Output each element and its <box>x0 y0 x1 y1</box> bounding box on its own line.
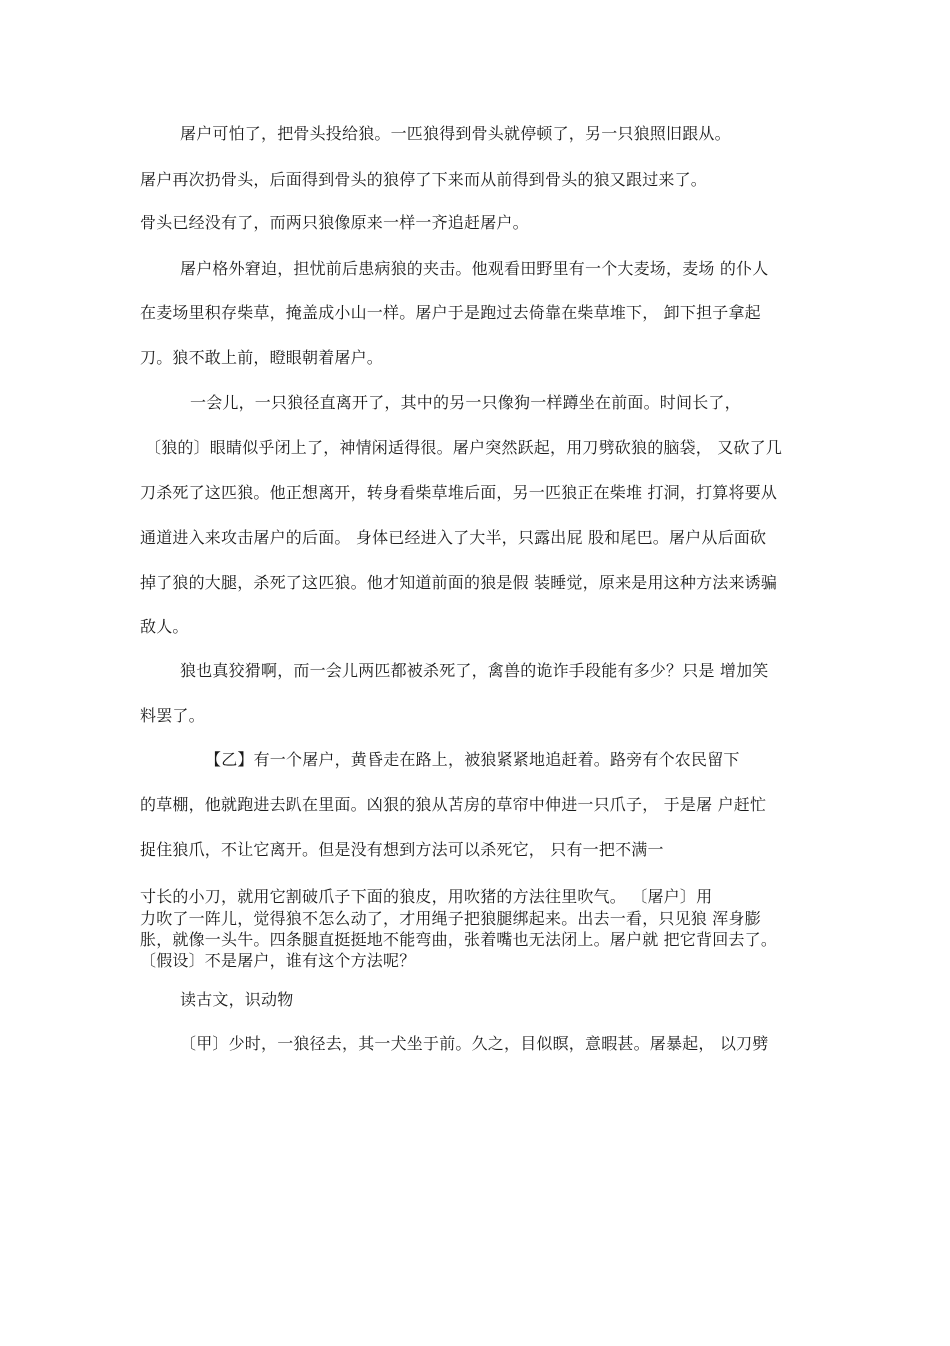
paragraph-line: 〔假设〕不是屠户，谁有这个方法呢？ <box>140 951 416 970</box>
paragraph-line: 屠户可怕了，把骨头投给狼。一匹狼得到骨头就停顿了，另一只狼照旧跟从。 <box>180 124 731 143</box>
paragraph-line: 刀。狼不敢上前，瞪眼朝着屠户。 <box>140 348 384 367</box>
paragraph-line: 料罢了。 <box>140 706 205 725</box>
paragraph-line: 屠户再次扔骨头，后面得到骨头的狼停了下来而从前得到骨头的狼又跟过来了。 <box>140 170 708 189</box>
paragraph-line: 通道进入来攻击屠户的后面。 身体已经进入了大半，只露出屁 股和尾巴。屠户从后面砍 <box>140 528 767 547</box>
paragraph-line: 一会儿，一只狼径直离开了，其中的另一只像狗一样蹲坐在前面。时间长了， <box>190 393 741 412</box>
paragraph-line: 【乙】有一个屠户，黄昏走在路上，被狼紧紧地追赶着。路旁有个农民留下 <box>205 750 740 769</box>
paragraph-line: 狼也真狡猾啊，而一会儿两匹都被杀死了，禽兽的诡诈手段能有多少？只是 增加笑 <box>180 661 769 680</box>
paragraph-line: 掉了狼的大腿，杀死了这匹狼。他才知道前面的狼是假 装睡觉，原来是用这种方法来诱骗 <box>140 573 778 592</box>
paragraph-line: 的草棚，他就跑进去趴在里面。凶狠的狼从苫房的草帘中伸进一只爪子， 于是屠 户赶忙 <box>140 795 767 814</box>
paragraph-line: 〔狼的〕眼睛似乎闭上了，神情闲适得很。屠户突然跃起，用刀劈砍狼的脑袋， 又砍了几 <box>145 438 783 457</box>
paragraph-line: 力吹了一阵儿，觉得狼不怎么动了，才用绳子把狼腿绑起来。出去一看，只见狼 浑身膨 <box>140 909 761 928</box>
paragraph-line: 在麦场里积存柴草，掩盖成小山一样。屠户于是跑过去倚靠在柴草堆下， 卸下担子拿起 <box>140 303 761 322</box>
paragraph-line: 屠户格外窘迫，担忧前后患病狼的夹击。他观看田野里有一个大麦场，麦场 的仆人 <box>180 259 769 278</box>
paragraph-line: 胀，就像一头牛。四条腿直挺挺地不能弯曲，张着嘴也无法闭上。屠户就 把它背回去了。 <box>140 930 778 949</box>
section-heading: 读古文，识动物 <box>180 990 294 1009</box>
paragraph-line: 捉住狼爪，不让它离开。但是没有想到方法可以杀死它， 只有一把不满一 <box>140 840 664 859</box>
paragraph-line: 寸长的小刀，就用它割破爪子下面的狼皮，用吹猪的方法往里吹气。 〔屠户〕用 <box>140 887 713 906</box>
paragraph-line: 敌人。 <box>140 617 189 636</box>
paragraph-line: 骨头已经没有了，而两只狼像原来一样一齐追赶屠户。 <box>140 213 529 232</box>
paragraph-line: 〔甲〕少时，一狼径去，其一犬坐于前。久之，目似瞑，意暇甚。屠暴起， 以刀劈 <box>180 1034 769 1053</box>
paragraph-line: 刀杀死了这匹狼。他正想离开，转身看柴草堆后面，另一匹狼正在柴堆 打洞，打算将要从 <box>140 483 778 502</box>
